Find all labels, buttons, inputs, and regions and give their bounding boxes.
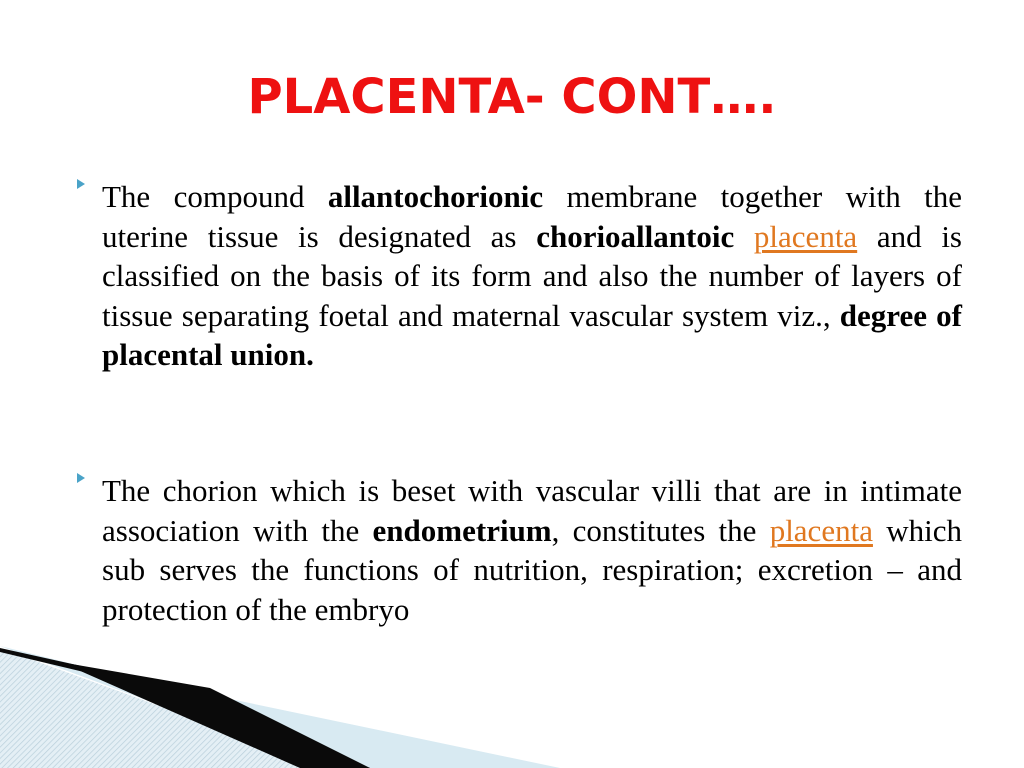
term-chorioallantoic: chorioallantoic bbox=[536, 218, 735, 254]
bullet-1-text-a: The compound bbox=[102, 179, 328, 214]
deco-light-band bbox=[0, 646, 560, 768]
term-endometrium: endometrium bbox=[372, 512, 552, 548]
bullet-1-text-c: and is classified on the basis of its form and also the number of layers of tissue separating foetal and maternal vascular system viz., bbox=[102, 218, 962, 333]
deco-dark-stripe bbox=[0, 648, 370, 768]
bullet-text-1 bbox=[102, 177, 962, 375]
bullet-2-text-a: The chorion which is beset with vascular villi that are in intimate association with the bbox=[102, 473, 962, 548]
deco-dark-wedge bbox=[60, 662, 370, 768]
bullet-1-text-b: membrane together with the uterine tissue is designated as bbox=[102, 179, 962, 254]
term-degree-of-placental-union: degree of placental union. bbox=[102, 297, 962, 372]
bullet-item-1 bbox=[76, 177, 962, 375]
bullet-2-text-b: , constitutes the bbox=[551, 512, 770, 548]
bullet-arrow-icon bbox=[76, 471, 90, 485]
placenta-link-2[interactable]: placenta bbox=[769, 512, 873, 548]
placenta-link-1[interactable]: placenta bbox=[753, 218, 858, 254]
slide-title: PLACENTA- CONT…. bbox=[247, 69, 777, 125]
bullet-2-text-c: which sub serves the functions of nutrition, respiration; excretion – and protection of the embryo bbox=[102, 512, 962, 627]
bullet-arrow-icon bbox=[76, 177, 90, 191]
deco-hatched-band bbox=[0, 648, 330, 768]
bullet-item-2 bbox=[76, 471, 962, 629]
term-allantochorionic: allantochorionic bbox=[327, 179, 544, 214]
bullet-text-2 bbox=[102, 471, 962, 629]
